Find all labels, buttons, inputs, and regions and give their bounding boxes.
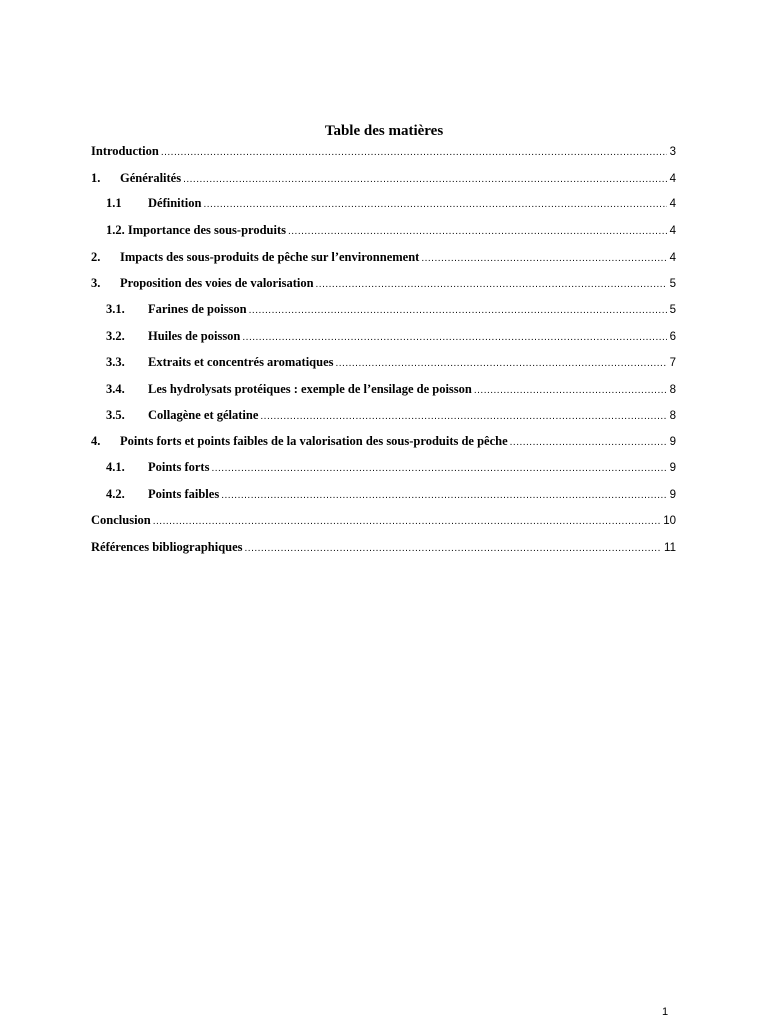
toc-entry-definition[interactable] — [106, 193, 676, 213]
toc-entry-introduction[interactable] — [91, 141, 676, 161]
toc-leader-dots — [161, 143, 667, 161]
toc-entry-references[interactable] — [91, 537, 676, 557]
toc-entry-text: Définition — [148, 196, 202, 210]
toc-leader-dots — [245, 539, 662, 557]
toc-entry-collagene[interactable] — [106, 405, 676, 425]
toc-entry-text: Points forts — [148, 460, 210, 474]
toc-entry-impacts[interactable] — [91, 247, 676, 267]
toc-entry-page: 11 — [664, 542, 676, 554]
toc-leader-dots — [474, 381, 667, 399]
toc-entry-page: 4 — [669, 252, 676, 264]
toc-leader-dots — [249, 301, 667, 319]
toc-leader-dots — [183, 170, 667, 188]
toc-entry-page: 7 — [669, 357, 676, 369]
toc-entry-text: Extraits et concentrés aromatiques — [148, 355, 334, 369]
toc-leader-dots — [421, 249, 666, 267]
toc-entry-extraits[interactable] — [106, 352, 676, 372]
toc-leader-dots — [336, 354, 667, 372]
toc-entry-proposition[interactable] — [91, 273, 676, 293]
toc-entry-text: Introduction — [91, 144, 159, 158]
toc-leader-dots — [242, 328, 666, 346]
toc-entry-number: 2. — [91, 250, 101, 264]
toc-leader-dots — [260, 407, 666, 425]
toc-leader-dots — [316, 275, 667, 293]
toc-entry-number: 3.4. — [106, 382, 125, 396]
toc-leader-dots — [288, 222, 667, 240]
toc-entry-text: Points faibles — [148, 487, 220, 501]
toc-leader-dots — [203, 195, 666, 213]
toc-leader-dots — [211, 459, 666, 477]
toc-entry-text: 1.2. Importance des sous-produits — [106, 223, 286, 237]
toc-entry-generalites[interactable] — [91, 168, 676, 188]
toc-entry-number: 1.1 — [106, 196, 122, 210]
toc-entry-number: 3.1. — [106, 302, 125, 316]
toc-entry-huiles[interactable] — [106, 326, 676, 346]
toc-entry-page: 3 — [669, 146, 676, 158]
toc-entry-text: Proposition des voies de valorisation — [120, 276, 314, 290]
toc-entry-text: Farines de poisson — [148, 302, 247, 316]
toc-entry-page: 4 — [669, 173, 676, 185]
toc-entry-text: Références bibliographiques — [91, 540, 243, 554]
toc-entry-importance[interactable] — [106, 220, 676, 240]
toc-entry-conclusion[interactable] — [91, 510, 676, 530]
toc-entry-number: 4.2. — [106, 487, 125, 501]
toc-entry-points-forts-faibles[interactable] — [91, 431, 676, 451]
toc-entry-number: 4.1. — [106, 460, 125, 474]
toc-entry-text: Collagène et gélatine — [148, 408, 259, 422]
toc-entry-number: 1. — [91, 171, 101, 185]
toc-entry-points-forts[interactable] — [106, 457, 676, 477]
toc-entry-number: 3.5. — [106, 408, 125, 422]
toc-leader-dots — [510, 433, 667, 451]
toc-entry-page: 5 — [669, 304, 676, 316]
toc-entry-page: 8 — [669, 384, 676, 396]
toc-entry-number: 3. — [91, 276, 101, 290]
toc-entry-page: 9 — [669, 436, 676, 448]
toc-entry-number: 4. — [91, 434, 101, 448]
toc-entry-number: 3.3. — [106, 355, 125, 369]
toc-entry-page: 9 — [669, 489, 676, 501]
toc-entry-page: 9 — [669, 462, 676, 474]
toc-entry-hydrolysats[interactable] — [106, 379, 676, 399]
toc-entry-text: Généralités — [120, 171, 182, 185]
toc-entry-page: 6 — [669, 331, 676, 343]
toc-entry-page: 10 — [663, 515, 676, 527]
toc-leader-dots — [221, 486, 666, 504]
toc-entry-points-faibles[interactable] — [106, 484, 676, 504]
toc-entry-text: Impacts des sous-produits de pêche sur l’environnement — [120, 250, 420, 264]
toc-leader-dots — [153, 512, 660, 530]
toc-entry-page: 4 — [669, 198, 676, 210]
toc-entry-text: Points forts et points faibles de la valorisation des sous-produits de pêche — [120, 434, 508, 448]
toc-entry-number: 3.2. — [106, 329, 125, 343]
toc-title: Table des matières — [324, 123, 444, 139]
page-number: 1 — [662, 1006, 669, 1018]
toc-entry-text: Les hydrolysats protéiques : exemple de l’ensilage de poisson — [148, 382, 472, 396]
toc-entry-text: Huiles de poisson — [148, 329, 241, 343]
toc-entry-text: Conclusion — [91, 513, 151, 527]
toc-entry-farines[interactable] — [106, 299, 676, 319]
toc-entry-page: 5 — [669, 278, 676, 290]
toc-entry-page: 4 — [669, 225, 676, 237]
toc-entry-page: 8 — [669, 410, 676, 422]
